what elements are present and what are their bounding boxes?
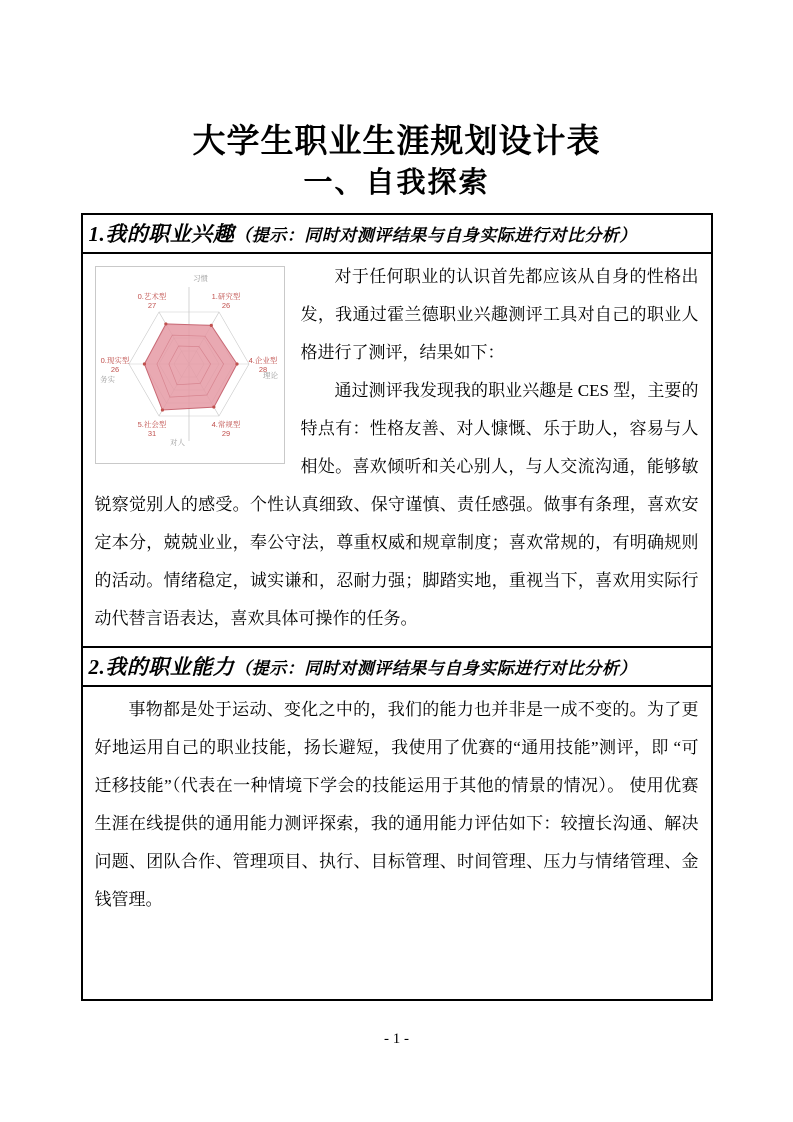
svg-text:习惯: 习惯 — [192, 273, 208, 283]
radar-chart-svg — [96, 267, 282, 461]
header-hint-career-ability: （提示：同时对测评结果与自身实际进行对比分析） — [234, 658, 637, 678]
page-title: 大学生职业生涯规划设计表 — [192, 124, 601, 160]
svg-text:31: 31 — [147, 429, 156, 439]
career-interest-paragraph-1: 对于任何职业的认识首先都应该从自身的性格出发，我通过霍兰德职业兴趣测评工具对自己的职业人格进行了测评，结果如下： — [300, 266, 699, 362]
career-ability-paragraph: 事物都是处于运动、变化之中的，我们的能力也并非是一成不变的。为了更好地运用自己的职业技能，扬长避短，我使用了优赛的“通用技能”测评，即 “可迁移技能”（代表在一种情境下学会的技能运用于其他的情景的情况）。 使用优赛生涯在线提供的通用能力测评探索，我的通用能力评估如下：较擅长沟通、解决问题、团队合作、管理项目、执行、目标管理、时间管理、压力与情绪管理、金钱管理。 — [94, 699, 699, 909]
table-cell-career-ability — [83, 685, 711, 999]
svg-text:28: 28 — [258, 364, 267, 374]
holland-radar-chart — [95, 266, 285, 464]
svg-text:1.研究型: 1.研究型 — [211, 291, 240, 301]
svg-text:务实: 务实 — [99, 374, 115, 384]
table-header-career-ability — [83, 646, 711, 687]
svg-text:4.常规型: 4.常规型 — [211, 420, 240, 430]
svg-text:0.艺术型: 0.艺术型 — [137, 291, 166, 301]
svg-text:29: 29 — [221, 429, 230, 439]
career-interest-paragraph-2: 通过测评我发现我的职业兴趣是 CES 型，主要的特点有：性格友善、对人慷慨、乐于助人，容易与人相处。喜欢倾听和关心别人，与人交流沟通，能够敏锐察觉别人的感受。个性认真细致、保守谨慎、责任感强。做事有条理，喜欢安定本分，兢兢业业，奉公守法，尊重权威和规章制度；喜欢常规的，有明确规则的活动。情绪稳定，诚实谦和，忍耐力强；脚踏实地，重视当下，喜欢用实际行动代替言语表达，喜欢具体可操作的任务。 — [94, 380, 699, 628]
svg-text:理论: 理论 — [262, 370, 278, 380]
table-cell-career-interest — [83, 254, 711, 646]
svg-text:26: 26 — [110, 364, 119, 374]
svg-text:对人: 对人 — [169, 437, 185, 447]
svg-text:5.社会型: 5.社会型 — [137, 420, 166, 430]
header-label-career-ability: 2.我的职业能力 — [88, 654, 235, 679]
section-heading: 一、自我探索 — [303, 167, 490, 200]
page-number: - 1 - — [384, 1031, 409, 1047]
career-plan-table — [81, 213, 713, 1001]
svg-text:4.企业型: 4.企业型 — [248, 355, 277, 365]
header-label-career-interest: 1.我的职业兴趣 — [88, 221, 235, 246]
table-header-career-interest — [83, 215, 711, 254]
svg-text:26: 26 — [221, 300, 230, 310]
header-hint-career-interest: （提示：同时对测评结果与自身实际进行对比分析） — [234, 225, 637, 245]
svg-text:27: 27 — [147, 300, 156, 310]
svg-text:0.现实型: 0.现实型 — [100, 355, 129, 365]
